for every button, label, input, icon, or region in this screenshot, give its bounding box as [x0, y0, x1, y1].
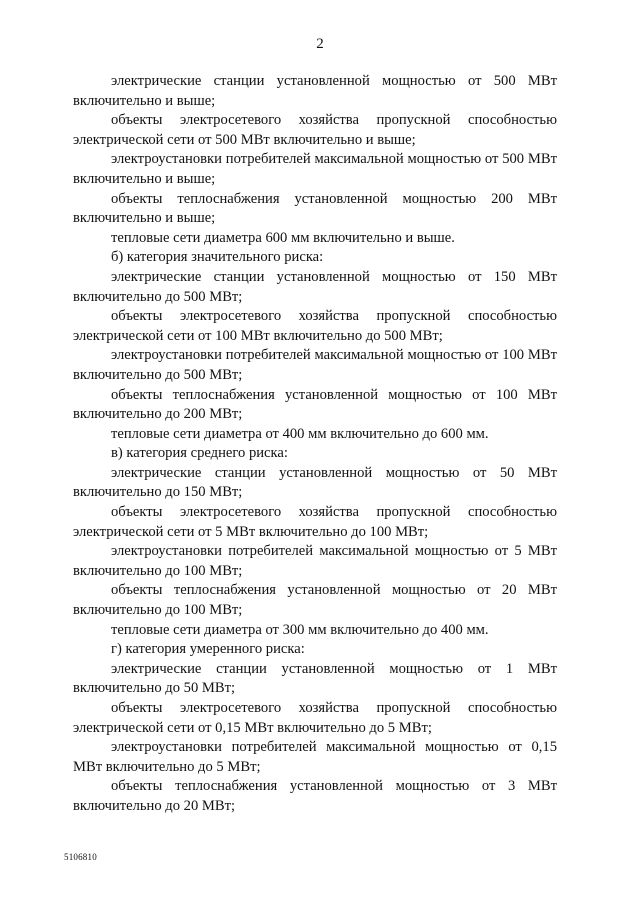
page-number: 2 — [316, 36, 324, 52]
paragraph: тепловые сети диаметра от 400 мм включительно до 600 мм. — [111, 425, 489, 442]
paragraph: электроустановки потребителей максимальной мощностью от 0,15 МВт включительно до 5 МВт; — [73, 739, 557, 775]
document-code: 5106810 — [64, 852, 97, 862]
paragraph: объекты теплоснабжения установленной мощностью от 20 МВт включительно до 100 МВт; — [73, 582, 557, 619]
paragraph: объекты теплоснабжения установленной мощностью 200 МВт включительно и выше; — [73, 190, 557, 227]
paragraph: объекты электросетевого хозяйства пропускной способностью электрической сети от 500 МВт включительно и выше; — [73, 112, 557, 148]
paragraph: электрические станции установленной мощностью от 1 МВт включительно до 50 МВт; — [73, 660, 557, 697]
paragraph: тепловые сети диаметра от 300 мм включительно до 400 мм. — [111, 621, 489, 638]
paragraph: объекты теплоснабжения установленной мощностью от 100 МВт включительно до 200 МВт; — [73, 386, 557, 423]
paragraph: объекты электросетевого хозяйства пропускной способностью электрической сети от 0,15 МВт включительно до 5 МВт; — [73, 700, 557, 736]
paragraph: объекты электросетевого хозяйства пропускной способностью электрической сети от 5 МВт включительно до 100 МВт; — [73, 504, 557, 540]
paragraph: электроустановки потребителей максимальной мощностью от 500 МВт включительно и выше; — [73, 151, 557, 187]
document-body — [73, 72, 557, 817]
paragraph: тепловые сети диаметра 600 мм включительно и выше. — [111, 229, 455, 246]
paragraph: объекты электросетевого хозяйства пропускной способностью электрической сети от 100 МВт включительно до 500 МВт; — [73, 308, 557, 344]
paragraph: электрические станции установленной мощностью от 500 МВт включительно и выше; — [73, 73, 557, 109]
category-heading: г) категория умеренного риска: — [111, 641, 305, 658]
category-heading: б) категория значительного риска: — [111, 249, 324, 266]
paragraph: объекты теплоснабжения установленной мощностью от 3 МВт включительно до 20 МВт; — [73, 778, 557, 814]
paragraph: электрические станции установленной мощностью от 150 МВт включительно до 500 МВт; — [73, 268, 557, 305]
category-heading: в) категория среднего риска: — [111, 445, 288, 462]
paragraph: электроустановки потребителей максимальной мощностью от 100 МВт включительно до 500 МВт; — [73, 347, 557, 383]
paragraph: электроустановки потребителей максимальной мощностью от 5 МВт включительно до 100 МВт; — [73, 543, 557, 579]
paragraph: электрические станции установленной мощностью от 50 МВт включительно до 150 МВт; — [73, 464, 557, 501]
